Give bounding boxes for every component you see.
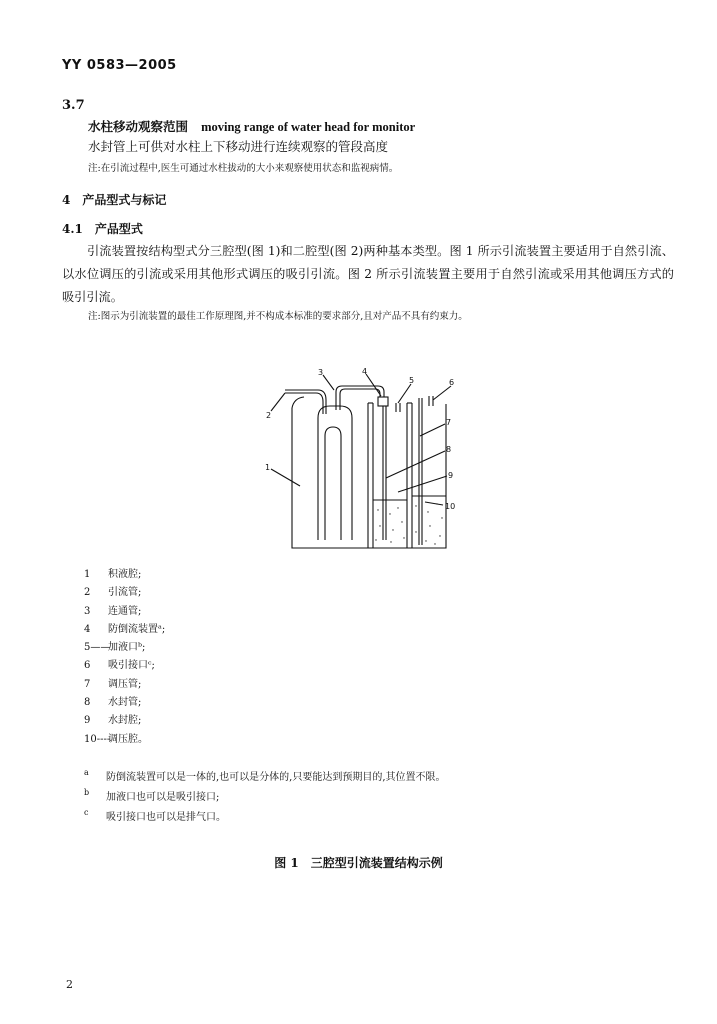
callout-3: 3: [318, 368, 324, 377]
legend-item: 8 水封管;: [84, 697, 142, 709]
term-note: 注:在引流过程中,医生可通过水柱拔动的大小来观察使用状态和监视病情。: [88, 163, 399, 174]
term-en: moving range of water head for monitor: [201, 120, 416, 134]
callout-6: 6: [449, 378, 455, 387]
liquid-stipple: [375, 503, 442, 544]
footnote: $^a$ 防倒流装置可以是一体的,也可以是分体的,只要能达到预期目的,其位置不限。: [84, 768, 446, 783]
legend-item: 4 防倒流装置ᵃ;: [84, 623, 166, 635]
legend-item: 2 引流管;: [84, 587, 142, 599]
figure-legend: [84, 566, 165, 749]
legend-item: 3 连通管;: [84, 605, 142, 617]
figure-footnotes: [84, 768, 446, 828]
callout-2: 2: [266, 411, 272, 420]
callout-10: 10: [445, 502, 456, 511]
term-definition: 水封管上可供对水柱上下移动进行连续观察的管段高度: [88, 139, 389, 154]
legend-item: 10----调压腔。: [84, 733, 148, 745]
figure-caption: 图 1 三腔型引流装置结构示例: [274, 856, 443, 870]
standard-number: YY 0583—2005: [62, 58, 177, 73]
section-4-heading: 4 产品型式与标记: [62, 193, 167, 207]
term-zh: 水柱移动观察范围: [88, 119, 189, 134]
callout-9: 9: [448, 471, 454, 480]
footnote: $^b$ 加液口也可以是吸引接口;: [84, 788, 220, 803]
callout-7: 7: [446, 418, 452, 427]
legend-item: 1 积液腔;: [84, 569, 142, 580]
section-4-1-heading: 4.1 产品型式: [62, 222, 143, 236]
figure-note: 注:图示为引流装置的最佳工作原理图,并不构成本标准的要求部分,且对产品不具有约束力。: [88, 311, 468, 322]
callout-1: 1: [265, 463, 271, 472]
callout-4: 4: [362, 367, 368, 376]
page-number: 2: [66, 978, 73, 991]
footnote: $^c$ 吸引接口也可以是排气口。: [84, 808, 226, 823]
legend-item: 7 调压管;: [84, 678, 142, 690]
section-4-1-paragraph: 引流装置按结构型式分三腔型(图 1)和二腔型(图 2)两种基本类型。图 1 所示引流装置主要适用于自然引流、以水位调压的引流或采用其他形式调压的吸引引流。图 2 所示引流装置主要用于自然引流或采用其他调压方式的吸引引流。: [62, 244, 674, 304]
legend-item: 9 水封腔;: [84, 715, 142, 727]
anti-backflow-device: [378, 397, 388, 406]
callout-5: 5: [409, 376, 415, 385]
legend-item: 6 吸引接口ᶜ;: [84, 660, 155, 672]
section-number-3-7: 3.7: [62, 98, 85, 113]
collection-chamber-inner: [318, 406, 352, 540]
callout-8: 8: [446, 445, 452, 454]
device-outline: [292, 404, 446, 548]
legend-item: 5——加液口ᵇ;: [84, 642, 146, 654]
